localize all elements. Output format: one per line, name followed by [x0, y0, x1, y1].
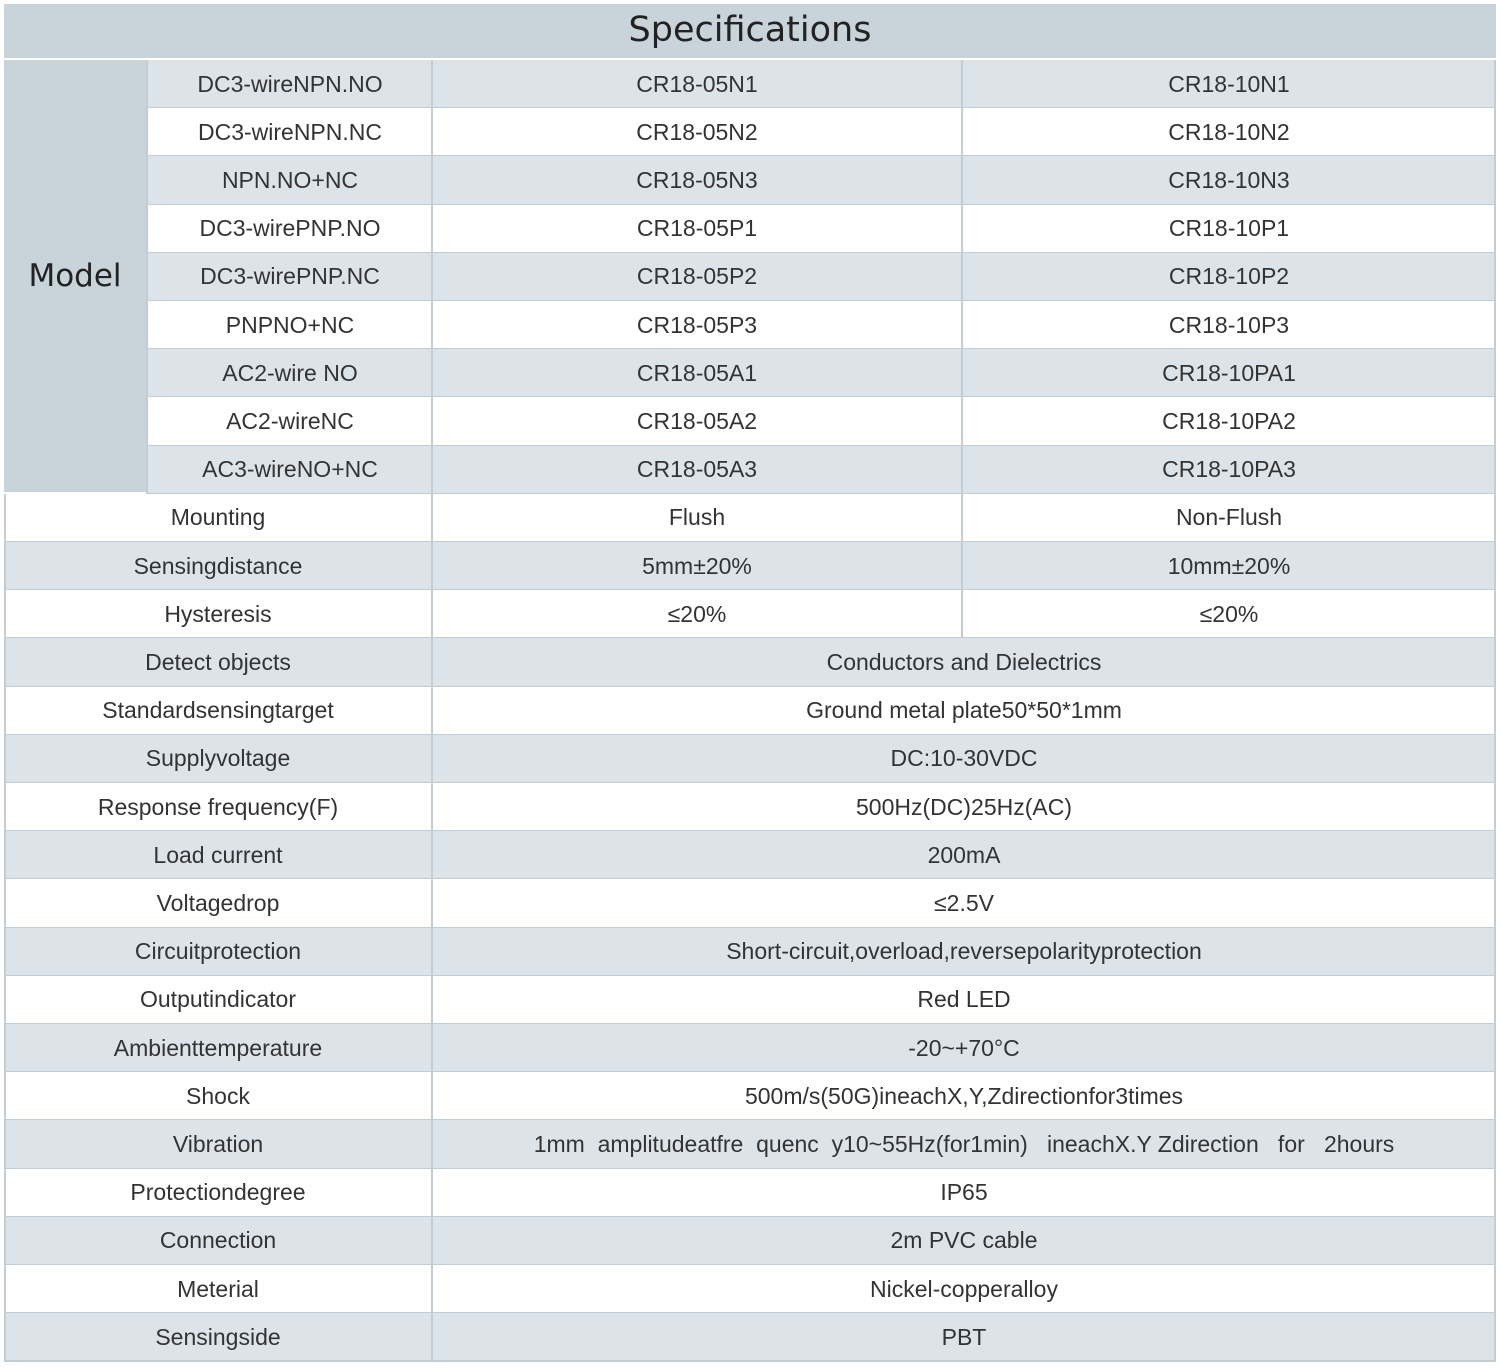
- model-header-cell: Model: [4, 60, 146, 492]
- spec-label-cell: Voltagedrop: [4, 879, 432, 927]
- model-type-cell: DC3-wirePNP.NC: [148, 253, 432, 301]
- model-number-cell: CR18-05P2: [432, 253, 962, 301]
- spec-value-cell: Short-circuit,overload,reversepolarityprotection: [432, 928, 1496, 976]
- model-type-cell: DC3-wireNPN.NC: [148, 108, 432, 156]
- spec-label-cell: Meterial: [4, 1265, 432, 1313]
- spec-value-cell: Flush: [432, 494, 962, 542]
- spec-value-cell: Nickel-copperalloy: [432, 1265, 1496, 1313]
- grid-line: [431, 60, 433, 1361]
- model-type-cell: NPN.NO+NC: [148, 156, 432, 204]
- spec-value-cell: DC:10-30VDC: [432, 735, 1496, 783]
- model-type-cell: AC2-wire NO: [148, 349, 432, 397]
- spec-value-cell: -20~+70°C: [432, 1024, 1496, 1072]
- model-number-cell: CR18-05P3: [432, 301, 962, 349]
- spec-value-cell: IP65: [432, 1169, 1496, 1217]
- model-number-cell: CR18-05N1: [432, 60, 962, 108]
- spec-value-cell: Ground metal plate50*50*1mm: [432, 687, 1496, 735]
- spec-value-cell: 500m/s(50G)ineachX,Y,Zdirectionfor3times: [432, 1072, 1496, 1120]
- spec-value-cell: 500Hz(DC)25Hz(AC): [432, 783, 1496, 831]
- grid-line: [146, 60, 148, 494]
- spec-label-cell: Connection: [4, 1217, 432, 1265]
- spec-label-cell: Sensingside: [4, 1313, 432, 1361]
- spec-label-cell: Standardsensingtarget: [4, 687, 432, 735]
- spec-value-cell: 10mm±20%: [962, 542, 1496, 590]
- grid-line: [1494, 60, 1496, 1361]
- spec-value-cell: 2m PVC cable: [432, 1217, 1496, 1265]
- model-number-cell: CR18-05N2: [432, 108, 962, 156]
- spec-label-cell: Response frequency(F): [4, 783, 432, 831]
- spec-value-cell: 5mm±20%: [432, 542, 962, 590]
- grid-line: [4, 494, 6, 1362]
- model-number-cell: CR18-05A3: [432, 446, 962, 494]
- spec-label-cell: Mounting: [4, 494, 432, 542]
- spec-value-cell: Non-Flush: [962, 494, 1496, 542]
- spec-label-cell: Load current: [4, 831, 432, 879]
- spec-label-cell: Shock: [4, 1072, 432, 1120]
- spec-value-cell: 1mm amplitudeatfre quenc y10~55Hz(for1min) ineachX.Y Zdirection for 2hours: [432, 1120, 1496, 1168]
- model-number-cell: CR18-10PA3: [962, 446, 1496, 494]
- spec-value-cell: Conductors and Dielectrics: [432, 638, 1496, 686]
- spec-value-cell: ≤20%: [962, 590, 1496, 638]
- model-number-cell: CR18-10PA2: [962, 397, 1496, 445]
- spec-value-cell: Red LED: [432, 976, 1496, 1024]
- spec-label-cell: Ambienttemperature: [4, 1024, 432, 1072]
- page-title: Specifications: [4, 4, 1496, 58]
- model-type-cell: AC3-wireNO+NC: [148, 446, 432, 494]
- grid-line: [4, 1360, 1496, 1362]
- spec-value-cell: 200mA: [432, 831, 1496, 879]
- model-number-cell: CR18-05A2: [432, 397, 962, 445]
- model-number-cell: CR18-10N1: [962, 60, 1496, 108]
- spec-label-cell: Hysteresis: [4, 590, 432, 638]
- spec-label-cell: Supplyvoltage: [4, 735, 432, 783]
- spec-label-cell: Detect objects: [4, 638, 432, 686]
- model-number-cell: CR18-10N3: [962, 156, 1496, 204]
- spec-label-cell: Sensingdistance: [4, 542, 432, 590]
- spec-label-cell: Circuitprotection: [4, 928, 432, 976]
- spec-label-cell: Vibration: [4, 1120, 432, 1168]
- model-number-cell: CR18-05N3: [432, 156, 962, 204]
- model-number-cell: CR18-10N2: [962, 108, 1496, 156]
- model-type-cell: DC3-wirePNP.NO: [148, 205, 432, 253]
- spec-value-cell: ≤20%: [432, 590, 962, 638]
- spec-value-cell: ≤2.5V: [432, 879, 1496, 927]
- model-number-cell: CR18-10P1: [962, 205, 1496, 253]
- model-number-cell: CR18-05A1: [432, 349, 962, 397]
- model-type-cell: PNPNO+NC: [148, 301, 432, 349]
- model-type-cell: DC3-wireNPN.NO: [148, 60, 432, 108]
- model-number-cell: CR18-10P3: [962, 301, 1496, 349]
- spec-label-cell: Protectiondegree: [4, 1169, 432, 1217]
- model-type-cell: AC2-wireNC: [148, 397, 432, 445]
- model-number-cell: CR18-05P1: [432, 205, 962, 253]
- model-number-cell: CR18-10PA1: [962, 349, 1496, 397]
- grid-line: [961, 60, 963, 638]
- spec-label-cell: Outputindicator: [4, 976, 432, 1024]
- model-number-cell: CR18-10P2: [962, 253, 1496, 301]
- spec-value-cell: PBT: [432, 1313, 1496, 1361]
